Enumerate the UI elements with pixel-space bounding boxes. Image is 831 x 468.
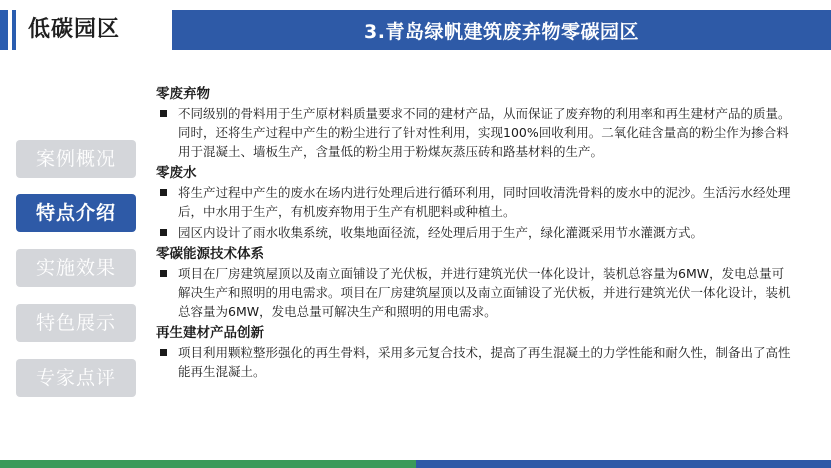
list-item [156, 104, 796, 161]
nav-item-expert-review[interactable]: 专家点评 [16, 359, 136, 397]
bullet-text: 园区内设计了雨水收集系统，收集地面径流，经处理后用于生产，绿化灌溉采用节水灌溉方式。 [178, 225, 704, 240]
section-title-zero-wastewater: 零废水 [156, 165, 197, 181]
nav-item-results[interactable]: 实施效果 [16, 249, 136, 287]
bullet-text: 项目利用颗粒整形强化的再生骨料，采用多元复合技术，提高了再生混凝土的力学性能和耐久性，制备出了高性能再生混凝土。 [178, 345, 791, 379]
section-title-recycled-materials: 再生建材产品创新 [156, 325, 264, 341]
square-bullet-icon [160, 110, 167, 117]
nav-item-features[interactable]: 特点介绍 [16, 194, 136, 232]
square-bullet-icon [160, 229, 167, 236]
header-left [0, 10, 170, 50]
bottom-bar-green [0, 460, 416, 468]
bullet-text: 不同级别的骨料用于生产原材料质量要求不同的建材产品，从而保证了废弃物的利用率和再生建材产品的质量。同时，还将生产过程中产生的粉尘进行了针对性利用，实现100%回收利用。二氧化硅含量高的粉尘作为掺合料用于混凝土、墙板生产，含量低的粉尘用于粉煤灰蒸压砖和路基材料的生产。 [178, 106, 791, 159]
list-item [156, 223, 796, 242]
content-panel [156, 82, 796, 381]
nav-item-case-overview[interactable]: 案例概况 [16, 140, 136, 178]
page-title: 3.青岛绿帆建筑废弃物零碳园区 [364, 20, 639, 43]
bullet-text: 将生产过程中产生的废水在场内进行处理后进行循环利用，同时回收清洗骨料的废水中的泥沙。生活污水经处理后，中水用于生产，有机废弃物用于生产有机肥料或种植土。 [178, 185, 791, 219]
bullet-text: 项目在厂房建筑屋顶以及南立面铺设了光伏板，并进行建筑光伏一体化设计，装机总容量为6MW，发电总量可解决生产和照明的用电需求。项目在厂房建筑屋顶以及南立面铺设了光伏板，并进行建筑光伏一体化设计，装机总容量为6MW，发电总量可解决生产和照明的用电需求。 [178, 266, 791, 319]
section-title-zero-carbon-energy: 零碳能源技术体系 [156, 246, 264, 262]
section-title-zero-waste: 零废弃物 [156, 86, 210, 102]
nav-item-showcase[interactable]: 特色展示 [16, 304, 136, 342]
section-heading: 低碳园区 [28, 17, 121, 42]
header-accent-bar [0, 10, 8, 50]
header-accent-bar-thin [12, 10, 16, 50]
bottom-bar-blue [416, 460, 831, 468]
square-bullet-icon [160, 189, 167, 196]
title-banner [172, 10, 831, 50]
list-item [156, 343, 796, 381]
square-bullet-icon [160, 349, 167, 356]
list-item [156, 183, 796, 221]
list-item [156, 264, 796, 321]
bottom-accent-bar [0, 460, 831, 468]
square-bullet-icon [160, 270, 167, 277]
